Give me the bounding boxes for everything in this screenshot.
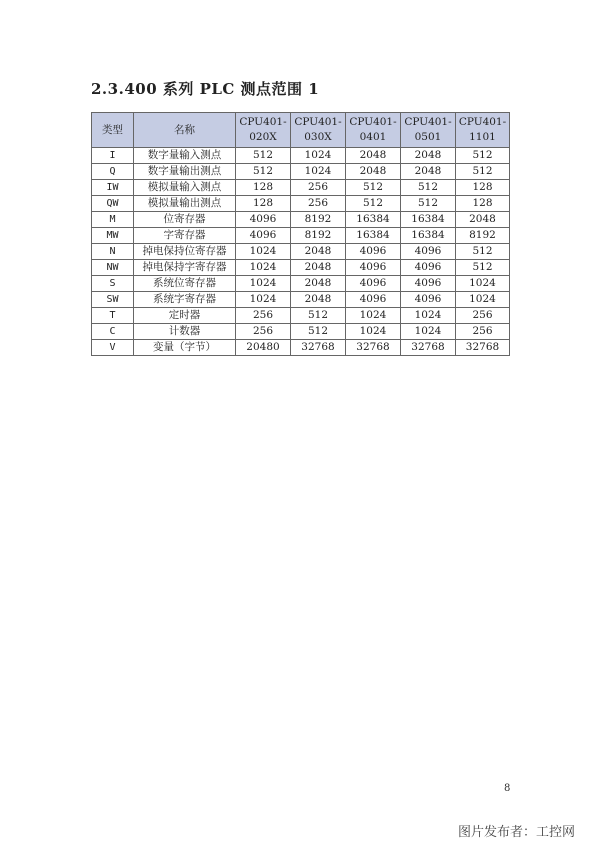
cell-value: 1024 [346,308,401,324]
cell-value: 4096 [401,260,456,276]
cell-value: 16384 [401,228,456,244]
cell-type: V [92,340,134,356]
cell-value: 1024 [291,148,346,164]
cell-value: 512 [456,260,510,276]
cell-value: 128 [456,180,510,196]
cell-type: S [92,276,134,292]
publisher-watermark: 图片发布者：工控网 [458,825,576,840]
cell-value: 4096 [346,276,401,292]
cell-type: MW [92,228,134,244]
cell-name: 字寄存器 [134,228,236,244]
cell-value: 16384 [346,212,401,228]
table-row [92,324,510,340]
cell-name: 系统位寄存器 [134,276,236,292]
cell-value: 1024 [401,308,456,324]
table-row [92,292,510,308]
cell-value: 1024 [456,276,510,292]
header-model: CPU401- 0501 [401,113,456,148]
plc-range-table [91,112,510,356]
cell-value: 128 [456,196,510,212]
cell-value: 2048 [291,276,346,292]
cell-value: 32768 [401,340,456,356]
cell-value: 512 [401,196,456,212]
cell-name: 数字量输入测点 [134,148,236,164]
cell-name: 掉电保持字寄存器 [134,260,236,276]
cell-name: 计数器 [134,324,236,340]
cell-value: 2048 [346,148,401,164]
cell-value: 1024 [236,292,291,308]
cell-name: 位寄存器 [134,212,236,228]
cell-value: 4096 [346,260,401,276]
cell-value: 1024 [236,244,291,260]
cell-value: 2048 [291,244,346,260]
table-row [92,276,510,292]
cell-name: 系统字寄存器 [134,292,236,308]
cell-value: 16384 [401,212,456,228]
table-header-row [92,113,510,148]
cell-value: 512 [236,148,291,164]
table-row [92,212,510,228]
cell-value: 8192 [456,228,510,244]
cell-value: 1024 [236,276,291,292]
cell-value: 8192 [291,228,346,244]
header-model: CPU401- 020X [236,113,291,148]
cell-type: I [92,148,134,164]
cell-name: 掉电保持位寄存器 [134,244,236,260]
header-model: CPU401- 030X [291,113,346,148]
cell-value: 4096 [401,276,456,292]
cell-value: 2048 [456,212,510,228]
header-type: 类型 [92,113,134,148]
cell-type: T [92,308,134,324]
section-title: 2.3.400 系列 PLC 测点范围 1 [91,80,320,98]
table-row [92,244,510,260]
cell-value: 512 [346,180,401,196]
cell-type: NW [92,260,134,276]
table-row [92,228,510,244]
cell-value: 128 [236,180,291,196]
cell-value: 512 [456,244,510,260]
cell-value: 256 [291,196,346,212]
table-row [92,180,510,196]
table-row [92,148,510,164]
cell-type: IW [92,180,134,196]
cell-value: 32768 [456,340,510,356]
cell-value: 2048 [401,148,456,164]
cell-name: 模拟量输出测点 [134,196,236,212]
cell-value: 256 [456,308,510,324]
cell-value: 2048 [291,260,346,276]
header-model: CPU401- 0401 [346,113,401,148]
cell-type: N [92,244,134,260]
table-row [92,260,510,276]
cell-value: 1024 [291,164,346,180]
cell-name: 数字量输出测点 [134,164,236,180]
cell-value: 4096 [236,212,291,228]
cell-type: Q [92,164,134,180]
cell-value: 256 [456,324,510,340]
cell-value: 4096 [401,292,456,308]
cell-value: 20480 [236,340,291,356]
cell-value: 1024 [456,292,510,308]
cell-value: 1024 [236,260,291,276]
cell-value: 8192 [291,212,346,228]
cell-value: 512 [291,324,346,340]
cell-value: 256 [236,308,291,324]
cell-value: 256 [291,180,346,196]
cell-value: 4096 [401,244,456,260]
cell-value: 512 [401,180,456,196]
cell-value: 2048 [346,164,401,180]
table-row [92,164,510,180]
cell-value: 512 [291,308,346,324]
cell-value: 16384 [346,228,401,244]
cell-name: 模拟量输入测点 [134,180,236,196]
cell-name: 变量（字节） [134,340,236,356]
cell-type: QW [92,196,134,212]
cell-value: 512 [346,196,401,212]
cell-type: C [92,324,134,340]
table-row [92,196,510,212]
cell-value: 4096 [346,244,401,260]
header-model: CPU401- 1101 [456,113,510,148]
cell-value: 32768 [346,340,401,356]
table-row [92,340,510,356]
table-row [92,308,510,324]
cell-value: 512 [456,164,510,180]
cell-value: 512 [456,148,510,164]
cell-value: 256 [236,324,291,340]
cell-value: 4096 [346,292,401,308]
cell-value: 1024 [346,324,401,340]
cell-value: 32768 [291,340,346,356]
cell-value: 128 [236,196,291,212]
page-number: 8 [504,783,511,794]
cell-value: 2048 [291,292,346,308]
cell-value: 1024 [401,324,456,340]
cell-name: 定时器 [134,308,236,324]
cell-value: 4096 [236,228,291,244]
cell-value: 512 [236,164,291,180]
cell-value: 2048 [401,164,456,180]
cell-type: SW [92,292,134,308]
cell-type: M [92,212,134,228]
header-name: 名称 [134,113,236,148]
